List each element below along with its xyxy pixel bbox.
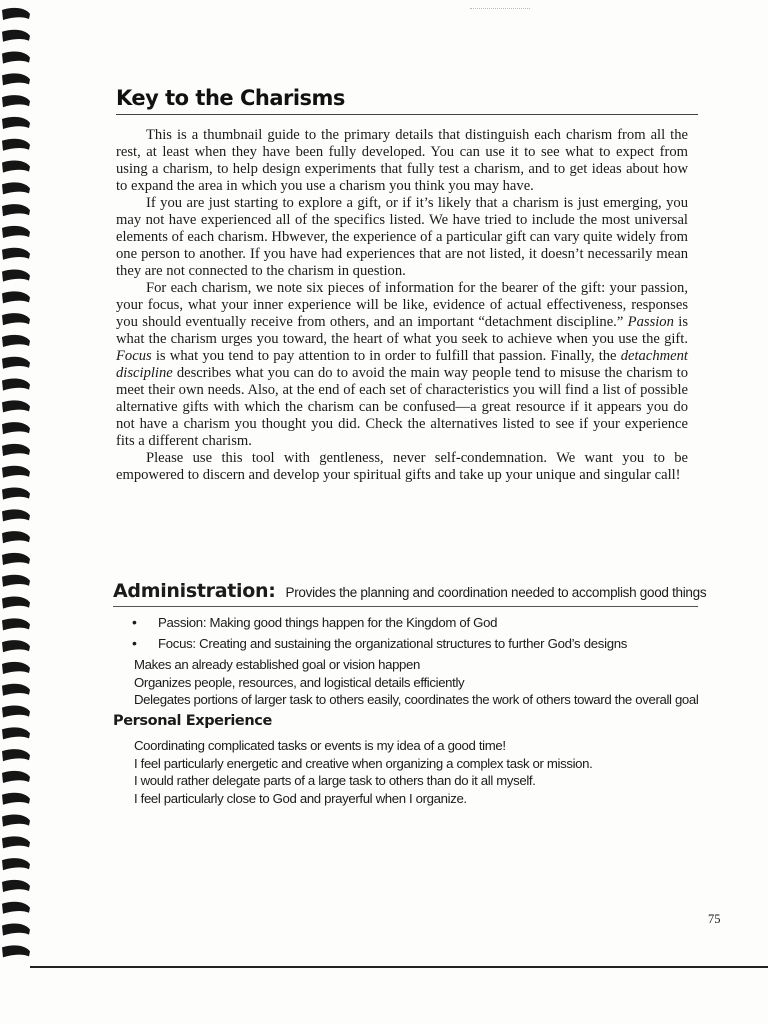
intro-paragraph-3: For each charism, we note six pieces of information for the bearer of the gift: your passion, your focus, what your inner experience will be like, evidence of actual effectiveness, responses you should eventually receive from others, and an important “detachment discipline.” Passion is what the charism urges you toward, the heart of what you seek to achieve when you use the gift. Focus is what you tend to pay attention to in order to fulfill that passion. Finally, the detachment discipline describes what you can do to avoid the main way people tend to misuse the charism to meet their own needs. Also, at the end of each set of characteristics you will find a list of possible alternative gifts with which the charism can be confused—a great resource if it appears you do not have a charism you thought you did. Check the alternatives listed to see if your experience fits a different charism. [116,280,688,449]
intro-paragraph-4: Please use this tool with gentleness, never self-condemnation. We want you to be empowered to discern and develop your spiritual gifts and take up your unique and singular call! [116,450,688,483]
experience-line: I would rather delegate parts of a large task to others than do it all myself. [134,773,536,788]
effectiveness-line: Delegates portions of larger task to others easily, coordinates the work of others toward the overall goal [134,692,699,707]
experience-line: I feel particularly close to God and prayerful when I organize. [134,790,467,806]
binding-ring [2,684,30,696]
binding-ring [2,706,30,718]
binding-ring [2,226,30,238]
binding-ring [2,422,30,434]
binding-ring [2,662,30,674]
binding-ring [2,575,30,587]
section-description: Provides the planning and coordination needed to accomplish good things [285,585,707,600]
binding-ring [2,618,30,630]
binding-ring [2,204,30,216]
binding-ring [2,531,30,543]
binding-ring [2,466,30,478]
binding-ring [2,357,30,369]
binding-ring [2,313,30,325]
italic-term: Passion [627,314,674,330]
binding-ring [2,182,30,194]
intro-text [116,127,688,484]
effectiveness-line: Makes an already established goal or vision happen [134,657,421,672]
effectiveness-list [134,656,698,709]
binding-ring [2,553,30,565]
binding-ring [2,880,30,892]
binding-ring [2,858,30,870]
binding-ring [2,73,30,85]
binding-ring [2,597,30,609]
binding-ring [2,444,30,456]
binding-ring [2,139,30,151]
focus-item: • Focus: Creating and sustaining the organizational structures to further God’s designs [132,633,627,654]
scan-speck [470,8,530,15]
binding-ring [2,270,30,282]
page-title: Key to the Charisms [116,86,345,110]
spiral-binding [0,0,40,970]
binding-ring [2,924,30,936]
binding-ring [2,902,30,914]
intro-paragraph-2: If you are just starting to explore a gift, or if it’s likely that a charism is just emerging, you may not have experienced all of the specifics listed. We have tried to include the most universal elements of each charism. Hbwever, the experience of a particular gift can vary quite widely from one person to another. If you have had experiences that are not listed, it doesn’t necessarily mean they are not connected to the charism in question. [116,195,688,279]
section-heading [113,580,706,602]
binding-ring [2,488,30,500]
intro-paragraph-1: This is a thumbnail guide to the primary details that distinguish each charism from all the rest, at least when they have been fully developed. You can use it to see what to expect from using a charism, to help design experiments that fully test a charism, and to get ideas about how to expand the area in which you use a charism you think you may have. [116,127,688,194]
binding-ring [2,161,30,173]
binding-ring [2,400,30,412]
section-rule [113,606,698,607]
binding-ring [2,793,30,805]
binding-ring [2,640,30,652]
binding-ring [2,248,30,260]
binding-ring [2,291,30,303]
binding-ring [2,379,30,391]
passion-focus-list [132,612,627,654]
binding-ring [2,52,30,64]
binding-ring [2,8,30,20]
experience-line: I feel particularly energetic and creative when organizing a complex task or mission. [134,755,593,771]
binding-ring [2,335,30,347]
experience-line: Coordinating complicated tasks or events is my idea of a good time! [134,738,506,753]
italic-term: Focus [116,348,152,364]
binding-ring [2,30,30,42]
binding-ring [2,749,30,761]
binding-ring [2,815,30,827]
italic-term: detachment discipline [116,348,688,381]
effectiveness-line: Organizes people, resources, and logistical details efficiently [134,674,465,690]
binding-ring [2,836,30,848]
binding-ring [2,771,30,783]
personal-experience-heading: Personal Experience [113,713,272,729]
binding-ring [2,945,30,957]
page-bottom-edge [30,966,768,968]
section-name: Administration: [113,580,276,602]
personal-experience-list [134,737,592,807]
binding-ring [2,117,30,129]
binding-ring [2,509,30,521]
title-rule [116,114,698,115]
page-number: 75 [708,912,721,926]
binding-ring [2,95,30,107]
passion-item: • Passion: Making good things happen for the Kingdom of God [132,612,627,633]
binding-ring [2,727,30,739]
